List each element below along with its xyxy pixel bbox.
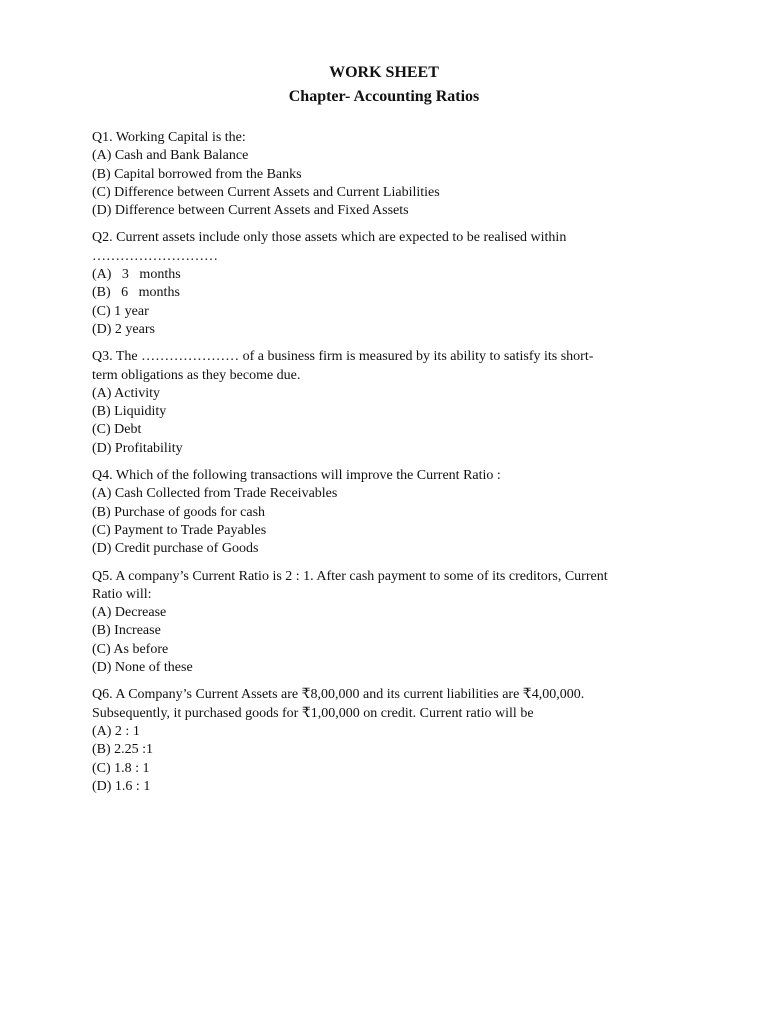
- question-2-option-c: (C) 1 year: [92, 303, 149, 319]
- question-6-body: . A Company’s Current Assets are ₹8,00,000 and its current liabilities are ₹4,00,000. Subsequently, it purchased goods for ₹1,00,000 on credit. Current ratio will be: [92, 687, 588, 721]
- question-1-option-d: (D) Difference between Current Assets and Fixed Assets: [92, 203, 409, 219]
- question-4-text: [92, 467, 612, 485]
- question-1-body: . Working Capital is the:: [109, 130, 246, 145]
- question-4-number: Q4: [92, 468, 110, 484]
- question-5-option-b: (B) Increase: [92, 623, 161, 639]
- question-2-body: . Current assets include only those assets which are expected to be realised within ………………………: [92, 230, 570, 264]
- question-6-option-b: (B) 2.25 :1: [92, 742, 154, 758]
- question-3-option-c: (C) Debt: [92, 422, 142, 438]
- page-title: WORK SHEET: [329, 64, 439, 81]
- question-5-text: [92, 568, 612, 605]
- question-6-option-c: (C) 1.8 : 1: [92, 760, 150, 776]
- question-3-number: Q3: [92, 349, 110, 365]
- question-3: [92, 348, 612, 458]
- question-6-text: [92, 686, 612, 723]
- question-2-option-b: (B) 6 months: [92, 285, 180, 301]
- question-3-option-a: (A) Activity: [92, 385, 161, 401]
- question-4-option-c: (C) Payment to Trade Payables: [92, 522, 267, 538]
- question-4-option-b: (B) Purchase of goods for cash: [92, 504, 266, 520]
- question-3-option-d: (D) Profitability: [92, 440, 183, 456]
- chapter-subtitle: Chapter- Accounting Ratios: [288, 88, 480, 105]
- question-3-body: . The ………………… of a business firm is measured by its ability to satisfy its short-term obligations as they become due.: [92, 349, 594, 383]
- question-3-option-b: (B) Liquidity: [92, 404, 167, 420]
- question-5-option-a: (A) Decrease: [92, 605, 167, 621]
- question-4-body: . Which of the following transactions will improve the Current Ratio :: [109, 468, 501, 484]
- question-6-option-a: (A) 2 : 1: [92, 723, 140, 739]
- question-4: [92, 467, 612, 558]
- question-5: [92, 568, 612, 678]
- question-1: [92, 129, 612, 220]
- question-6: [92, 686, 612, 796]
- question-1-option-b: (B) Capital borrowed from the Banks: [92, 166, 302, 182]
- question-6-option-d: (D) 1.6 : 1: [92, 778, 151, 794]
- question-5-number: Q5: [92, 568, 110, 584]
- question-3-text: [92, 348, 612, 385]
- question-2-number: Q2: [92, 230, 110, 246]
- question-4-option-a: (A) Cash Collected from Trade Receivables: [92, 486, 338, 502]
- question-1-text: [92, 129, 612, 147]
- question-2-option-a: (A) 3 months: [92, 267, 181, 283]
- question-2: [92, 229, 612, 339]
- question-list: [92, 129, 612, 805]
- question-5-option-c: (C) As before: [92, 641, 169, 657]
- question-1-option-c: (C) Difference between Current Assets and Current Liabilities: [92, 184, 440, 200]
- question-6-number: Q6: [92, 687, 110, 703]
- question-1-number: Q1: [92, 130, 110, 145]
- question-2-text: [92, 229, 612, 266]
- question-5-option-d: (D) None of these: [92, 660, 193, 676]
- question-5-body: . A company’s Current Ratio is 2 : 1. After cash payment to some of its creditors, Current Ratio will:: [92, 568, 612, 602]
- question-1-option-a: (A) Cash and Bank Balance: [92, 148, 249, 164]
- question-2-option-d: (D) 2 years: [92, 321, 155, 337]
- question-4-option-d: (D) Credit purchase of Goods: [92, 541, 259, 557]
